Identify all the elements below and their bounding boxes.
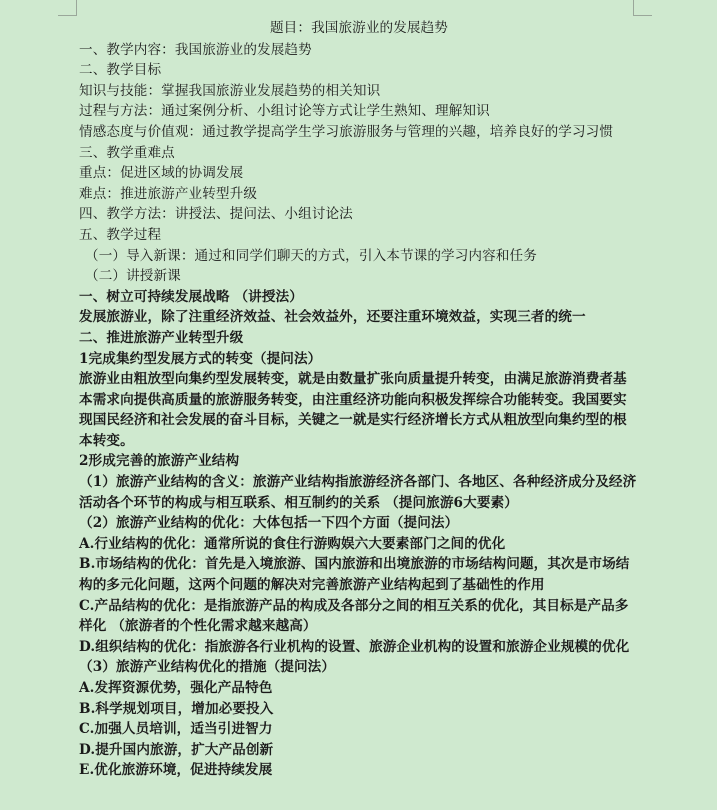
text-line: 过程与方法：通过案例分析、小组讨论等方式让学生熟知、理解知识 [79, 103, 490, 120]
list-item: C.加强人员培训，适当引进智力 [79, 721, 273, 738]
list-item: D.提升国内旅游，扩大产品创新 [79, 741, 274, 758]
list-item: A.发挥资源优势，强化产品特色 [79, 680, 273, 696]
document-body [79, 18, 639, 781]
bold-heading: （3）旅游产业结构优化的措施（提问法） [79, 659, 336, 676]
section-heading: 四、教学方法：讲授法、提问法、小组讨论法 [79, 206, 353, 223]
list-item: C.产品结构的优化：是指旅游产品的构成及各部分之间的相互关系的优化，其目标是产品多样化 （旅游者的个性化需求越来越高） [79, 597, 629, 635]
text-line: 情感态度与价值观：通过教学提高学生学习旅游服务与管理的兴趣，培养良好的学习习惯 [79, 123, 614, 140]
text-line: 难点：推进旅游产业转型升级 [79, 185, 258, 202]
section-heading: 三、教学重难点 [79, 144, 175, 161]
document-title: 题目：我国旅游业的发展趋势 [269, 20, 449, 36]
page-corner-mark-left [58, 0, 77, 16]
bold-heading: 2形成完善的旅游产业结构 [79, 453, 240, 470]
bold-heading: 1完成集约型发展方式的转变（提问法） [79, 350, 322, 367]
list-item: E.优化旅游环境，促进持续发展 [79, 762, 273, 779]
list-item: D.组织结构的优化：指旅游各行业机构的设置、旅游企业机构的设置和旅游企业规模的优化 [79, 638, 630, 655]
bold-paragraph: 发展旅游业，除了注重经济效益、社会效益外，还要注重环境效益，实现三者的统一 [79, 309, 586, 326]
page-corner-mark-right [633, 0, 652, 16]
text-line: 知识与技能：掌握我国旅游业发展趋势的相关知识 [79, 82, 381, 99]
section-heading: 二、教学目标 [79, 62, 162, 79]
list-item: B.科学规划项目，增加必要投入 [79, 700, 274, 717]
bold-paragraph: （1）旅游产业结构的含义：旅游产业结构指旅游经济各部门、各地区、各种经济成分及经济活动各个环节的构成与相互联系、相互制约的关系 （提问旅游6大要素） [79, 474, 637, 511]
section-heading: 五、教学过程 [79, 226, 162, 243]
list-item: A.行业结构的优化：通常所说的食住行游购娱六大要素部门之间的优化 [79, 535, 506, 552]
text-line: 重点：促进区域的协调发展 [79, 165, 244, 182]
section-heading: 一、教学内容：我国旅游业的发展趋势 [79, 41, 312, 58]
bold-heading: 一、树立可持续发展战略 （讲授法） [79, 288, 303, 305]
bold-heading: 二、推进旅游产业转型升级 [79, 329, 244, 346]
bold-paragraph: 旅游业由粗放型向集约型发展转变，就是由数量扩张向质量提升转变，由满足旅游消费者基本需求向提供高质量的旅游服务转变，由注重经济功能向积极发挥综合功能转变。我国要实现国民经济和社会发展的奋斗目标，关键之一就是实行经济增长方式从粗放型向集约型的根本转变。 [79, 371, 627, 449]
bold-heading: （2）旅游产业结构的优化：大体包括一下四个方面（提问法） [79, 515, 459, 532]
text-line: （一）导入新课：通过和同学们聊天的方式，引入本节课的学习内容和任务 [85, 247, 537, 264]
text-line: （二）讲授新课 [85, 268, 181, 285]
list-item: B.市场结构的优化：首先是入境旅游、国内旅游和出境旅游的市场结构问题，其次是市场结构的多元化问题，这两个问题的解决对完善旅游产业结构起到了基础性的作用 [79, 556, 630, 594]
